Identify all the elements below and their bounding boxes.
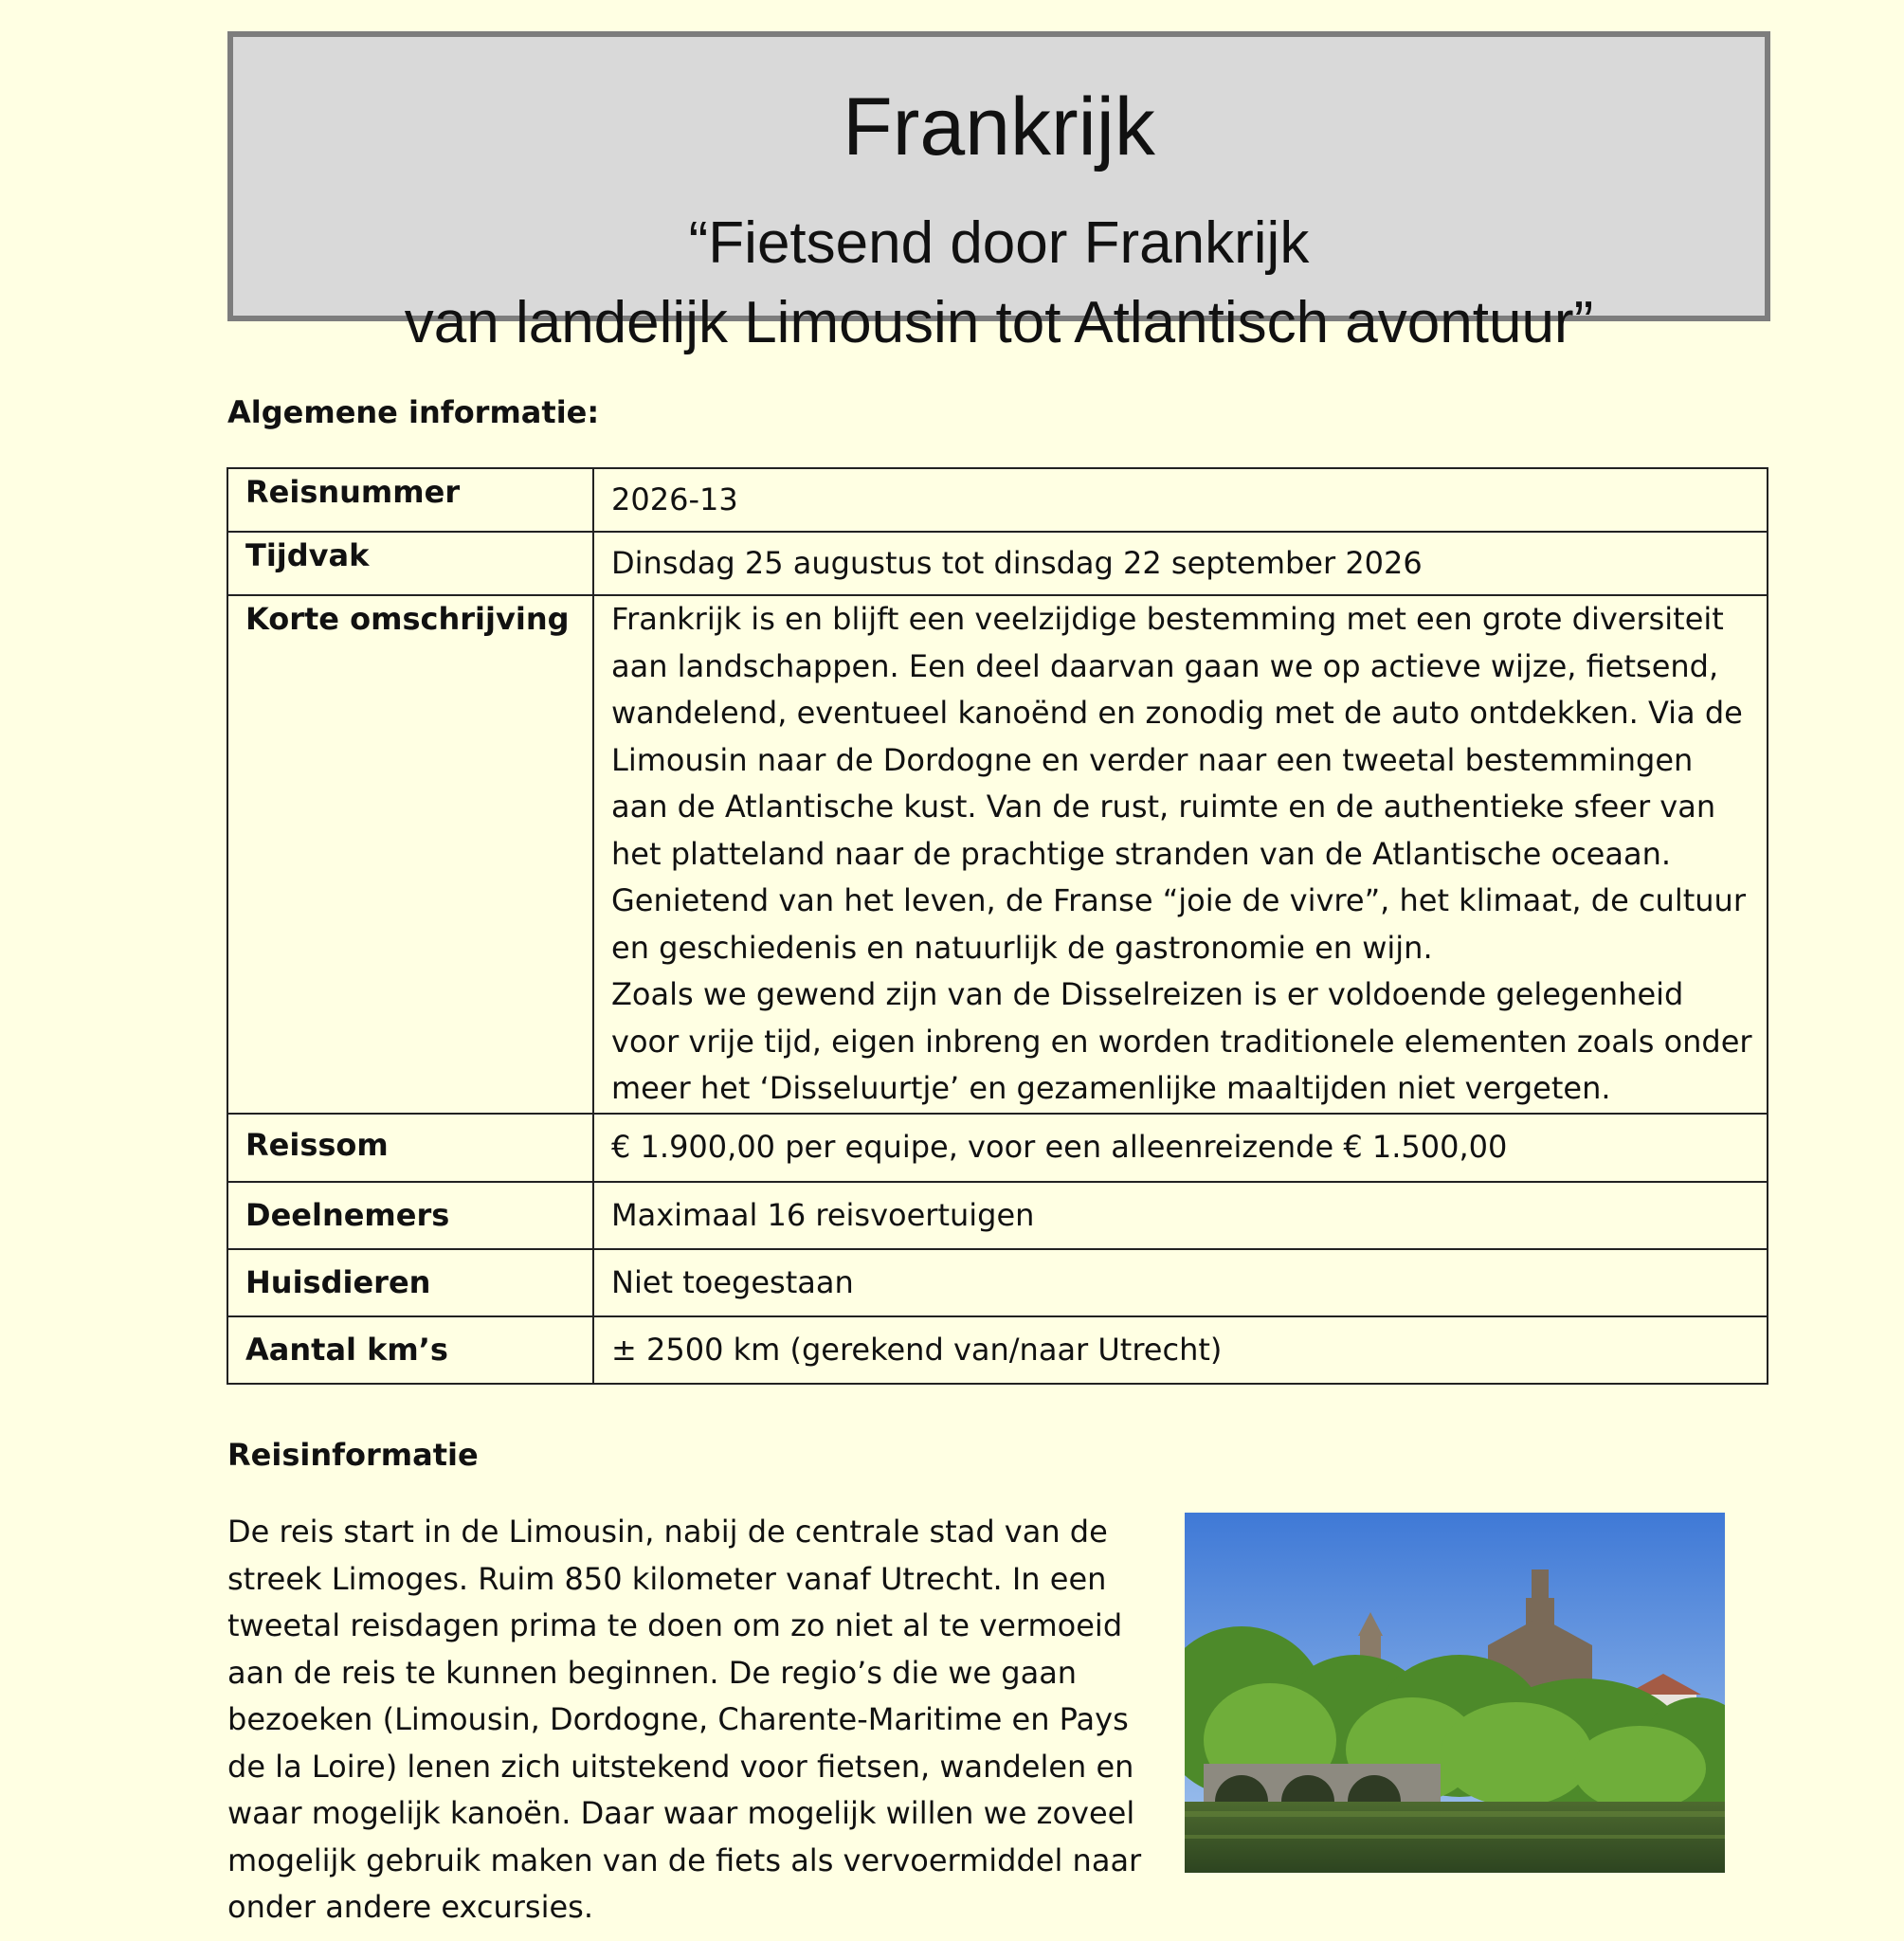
general-info-heading: Algemene informatie: xyxy=(227,394,600,430)
row-label-korte-omschrijving: Korte omschrijving xyxy=(227,595,593,1114)
reisinformatie-text: De reis start in de Limousin, nabij de centrale stad van de streek Limoges. Ruim 850 kilometer vanaf Utrecht. In een tweetal reisdagen prima te doen om zo niet al te vermoeid aan de reis te kunnen beginnen. De regio’s die we gaan bezoeken (Limousin, Dordogne, Charente-Maritime en Pays de la Loire) lenen zich uitstekend voor fietsen, wandelen en waar mogelijk kanoën. Daar waar mogelijk willen we zoveel mogelijk gebruik maken van de fiets als vervoermiddel naar onder andere excursies. xyxy=(227,1514,1142,1925)
reisinformatie-heading: Reisinformatie xyxy=(227,1437,479,1473)
row-value-aantal-kms: ± 2500 km (gerekend van/naar Utrecht) xyxy=(593,1316,1768,1384)
subtitle-line-2: van landelijk Limousin tot Atlantisch avontuur” xyxy=(404,290,1594,355)
limoges-photo xyxy=(1185,1513,1725,1873)
row-label-huisdieren: Huisdieren xyxy=(227,1249,593,1316)
row-value-reisnummer: 2026-13 xyxy=(593,468,1768,532)
row-value-deelnemers: Maximaal 16 reisvoertuigen xyxy=(593,1182,1768,1249)
table-row xyxy=(227,1114,1768,1182)
table-row xyxy=(227,1182,1768,1249)
table-row xyxy=(227,595,1768,1114)
row-label-reissom: Reissom xyxy=(227,1114,593,1182)
table-row xyxy=(227,532,1768,595)
table-row xyxy=(227,1249,1768,1316)
row-value-huisdieren: Niet toegestaan xyxy=(593,1249,1768,1316)
row-label-deelnemers: Deelnemers xyxy=(227,1182,593,1249)
page-subtitle xyxy=(233,204,1765,363)
row-label-aantal-kms: Aantal km’s xyxy=(227,1316,593,1384)
description-paragraph-2: Zoals we gewend zijn van de Disselreizen is er voldoende gelegenheid voor vrije tijd, eigen inbreng en worden traditionele elementen zoals onder meer het ‘Disseluurtje’ en gezamenlijke maaltijden niet vergeten. xyxy=(611,976,1752,1106)
table-row xyxy=(227,1316,1768,1384)
title-box xyxy=(227,31,1770,355)
general-info-table xyxy=(227,467,1768,1385)
subtitle-line-1: “Fietsend door Frankrijk xyxy=(688,210,1310,276)
row-value-reissom: € 1.900,00 per equipe, voor een alleenreizende € 1.500,00 xyxy=(593,1114,1768,1182)
row-value-korte-omschrijving xyxy=(593,595,1768,1114)
row-label-reisnummer: Reisnummer xyxy=(227,468,593,532)
description-paragraph-1: Frankrijk is en blijft een veelzijdige bestemming met een grote diversiteit aan landschappen. Een deel daarvan gaan we op actieve wijze, fietsend, wandelend, eventueel kanoënd en zonodig met de auto ontdekken. Via de Limousin naar de Dordogne en verder naar een tweetal bestemmingen aan de Atlantische kust. Van de rust, ruimte en de authentieke sfeer van het platteland naar de prachtige stranden van de Atlantische oceaan. Genietend van het leven, de Franse “joie de vivre”, het klimaat, de cultuur en geschiedenis en natuurlijk de gastronomie en wijn. xyxy=(611,601,1746,966)
table-row xyxy=(227,468,1768,532)
row-value-tijdvak: Dinsdag 25 augustus tot dinsdag 22 september 2026 xyxy=(593,532,1768,595)
row-label-tijdvak: Tijdvak xyxy=(227,532,593,595)
page-title: Frankrijk xyxy=(843,82,1155,172)
